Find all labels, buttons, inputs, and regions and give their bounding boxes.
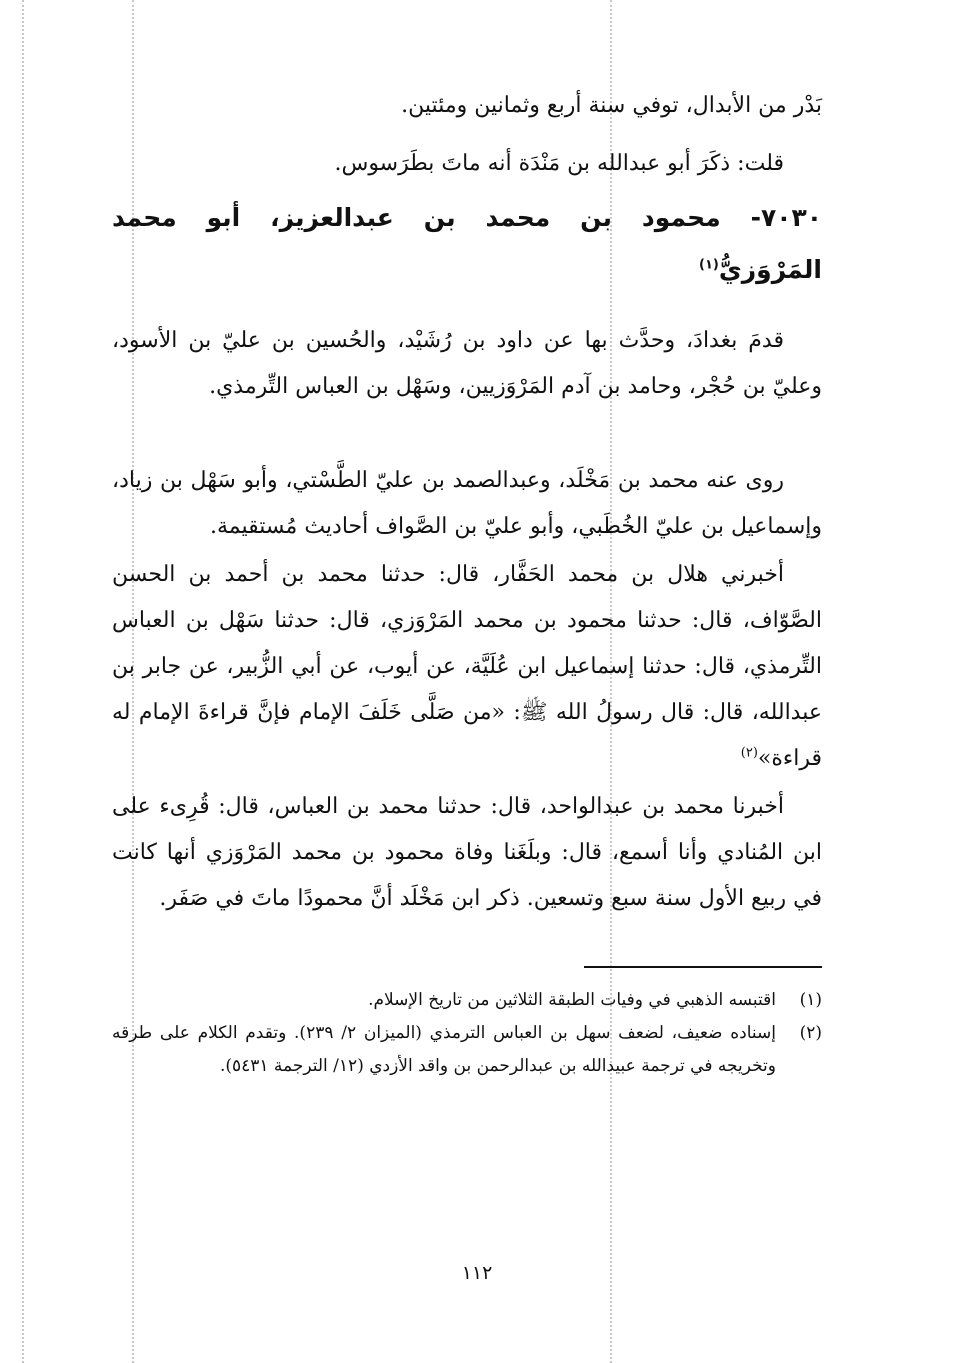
entry-heading [112, 192, 822, 296]
paragraph-4: أخبرنا محمد بن عبدالواحد، قال: حدثنا محمد بن العباس، قال: قُرِىء على ابن المُنادي وأنا أسمع، قال: وبلَغَنا وفاة محمود بن محمد المَرْوَزي أنها كانت في ربيع الأول سنة سبع وتسعين. ذكر ابن مَخْلَد أنَّ محمودًا ماتَ في صَفَر. [112, 794, 822, 911]
footnote-text: اقتبسه الذهبي في وفيات الطبقة الثلاثين من تاريخ الإسلام. [368, 990, 776, 1010]
paragraph-1: قدمَ بغدادَ، وحدَّث بها عن داود بن رُشَيْد، والحُسين بن عليّ بن الأسود، وعليّ بن حُجْر، وحامد بن آدم المَرْوَزيين، وسَهْل بن العباس التِّرمذي. [112, 328, 822, 399]
footnote-ref: (١) [699, 257, 719, 273]
text-line: بَدْر من الأبدال، توفي سنة أربع وثمانين ومئتين. [401, 93, 822, 118]
entry-heading-text: ٧٠٣٠- محمود بن محمد بن عبدالعزيز، أبو محمد المَرْوَزيُّ [112, 203, 822, 284]
footnote-text: إسناده ضعيف، لضعف سهل بن العباس الترمذي (الميزان ٢/ ٢٣٩). وتقدم الكلام على طرقه وتخريجه في ترجمة عبيدالله بن عبدالرحمن بن واقد الأزدي (١٢/ الترجمة ٥٤٣١). [112, 1023, 776, 1076]
text-line: قلت: ذكَرَ أبو عبدالله بن مَنْدَة أنه ماتَ بطَرَسوس. [334, 151, 784, 176]
footnotes [112, 984, 822, 1083]
top-text [112, 83, 822, 187]
footnote [112, 984, 822, 1017]
footnote-number: (٢) [799, 1023, 822, 1043]
footnote [112, 1017, 822, 1083]
page-number: ١١٢ [461, 1262, 493, 1284]
footnote-separator [584, 966, 822, 968]
footnote-number: (١) [799, 990, 822, 1010]
paragraph-3 [112, 552, 822, 782]
paragraph-2: روى عنه محمد بن مَخْلَد، وعبدالصمد بن عليّ الطَّسْتي، وأبو سَهْل بن زياد، وإسماعيل بن عليّ الخُطَبي، وأبو عليّ بن الصَّواف أحاديث مُستقيمة. [112, 468, 822, 539]
paragraph-3-text: أخبرني هلال بن محمد الحَفَّار، قال: حدثنا محمد بن أحمد بن الحسن الصَّوّاف، قال: حدثنا محمود بن محمد المَرْوَزي، قال: حدثنا سَهْل بن العباس التِّرمذي، قال: حدثنا إسماعيل ابن عُلَيَّة، عن أيوب، عن أبي الزُّبير، عن جابر بن عبدالله، قال: قال رسولُ الله ﷺ: «من صَلَّى خَلَفَ الإمام فإنَّ قراءةَ الإمام له قراءة» [112, 562, 822, 771]
footnote-ref: (٢) [740, 745, 758, 761]
scan-guide-line [22, 0, 24, 1363]
